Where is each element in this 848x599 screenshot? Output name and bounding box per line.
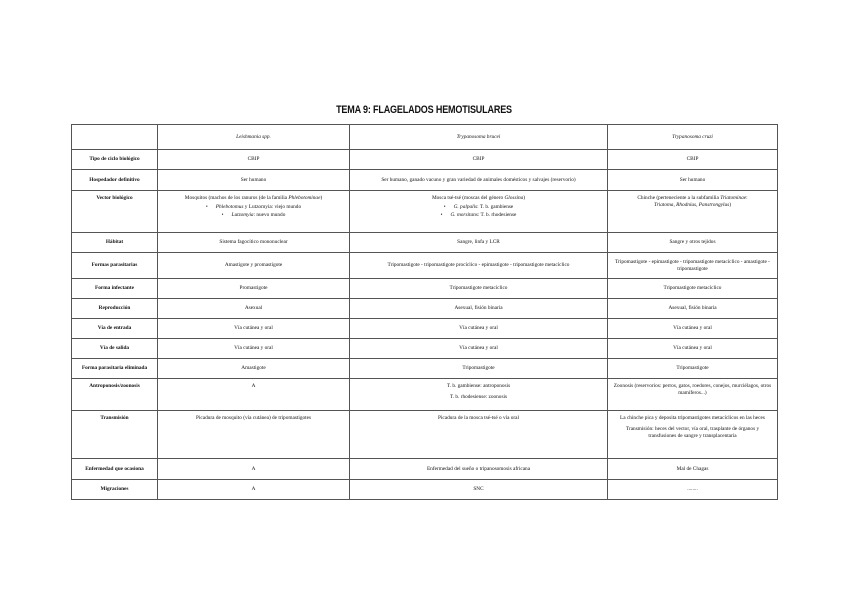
row-label: Tipo de ciclo biológico <box>72 150 158 170</box>
table-cell: Zoonosis (reservorios: perros, gatos, roedores, conejos, murciélagos, otros mamíferos...) <box>608 379 778 411</box>
vector-list <box>354 204 603 219</box>
row-label: Vía de salida <box>72 339 158 359</box>
table-row <box>72 253 778 279</box>
row-label: Hábitat <box>72 233 158 253</box>
vector-genera: Triatoma, Rhodnius, Panstrongylus) <box>654 202 731 208</box>
table-cell: CBIP <box>158 150 350 170</box>
parasite-comparison-table <box>71 124 778 500</box>
header-leishmania: Leishmania spp. <box>158 125 350 150</box>
table-cell: Vía cutánea y oral <box>608 339 778 359</box>
vector-intro: Mosquitos (machos de los ranuros (de la familia Phlebotominae) <box>184 195 323 201</box>
table-cell: Sangre, linfa y LCR <box>350 233 608 253</box>
table-cell: CBIP <box>608 150 778 170</box>
row-label: Enfermedad que ocasiona <box>72 459 158 480</box>
table-cell: Picadura de mosquito (vía cutánea) de tripomastigotes <box>158 411 350 459</box>
header-cell-empty <box>72 125 158 150</box>
vector-intro: Mosca tsé-tsé (moscas del género Glossina) <box>431 195 526 201</box>
table-cell: Picadura de la mosca tsé-tsé o vía oral <box>350 411 608 459</box>
list-item: • G. morsitans: T. b. rhodesiense <box>354 212 603 219</box>
table-row <box>72 319 778 339</box>
vector-cell-brucei <box>350 191 608 233</box>
list-item: • Phlebotomus y Lutzomyia: viejo mundo <box>162 204 345 211</box>
table-cell: Amastigote y promastigote <box>158 253 350 279</box>
table-cell: Amastigote <box>158 359 350 379</box>
row-label: Hospedador definitivo <box>72 170 158 191</box>
table-cell: Asexual <box>158 299 350 319</box>
table-row <box>72 233 778 253</box>
vector-cell-leishmania <box>158 191 350 233</box>
table-cell: T. b. gambiense: antroponosis T. b. rhodesiense: zoonosis <box>350 379 608 411</box>
table-cell: A <box>158 480 350 500</box>
table-cell: A <box>158 379 350 411</box>
row-label: Forma parasitaria eliminada <box>72 359 158 379</box>
table-cell: Ser humano, ganado vacuno y gran variedad de animales domésticos y salvajes (reservorio) <box>350 170 608 191</box>
row-label: Vector biológico <box>72 191 158 233</box>
table-cell: Sangre y otros tejidos <box>608 233 778 253</box>
vector-intro: Chinche (perteneciente a la subfamilia Triatominae: <box>637 195 748 201</box>
table-cell: Tripomastigote <box>608 359 778 379</box>
table-cell: SNC <box>350 480 608 500</box>
vector-list <box>162 204 345 219</box>
table-cell: Vía cutánea y oral <box>158 339 350 359</box>
table-cell: Ser humano <box>608 170 778 191</box>
table-cell: ........ <box>608 480 778 500</box>
header-trypanosoma-brucei: Trypanosoma brucei <box>350 125 608 150</box>
table-cell: Vía cutánea y oral <box>350 339 608 359</box>
vector-cell-cruzi <box>608 191 778 233</box>
table-cell: Ser humano <box>158 170 350 191</box>
table-row <box>72 170 778 191</box>
table-cell: Mal de Chagas <box>608 459 778 480</box>
table-cell: Asexual, fisión binaria <box>608 299 778 319</box>
header-trypanosoma-cruzi: Trypanosoma cruzi <box>608 125 778 150</box>
table-row <box>72 339 778 359</box>
table-cell: La chinche pica y deposita tripomastigotes metacíclicos en las heces Transmisión: heces del vector, vía oral, trasplante de órganos y transfusiones de sangre y transplacentaria <box>608 411 778 459</box>
page-title: TEMA 9: FLAGELADOS HEMOTISULARES <box>336 104 512 116</box>
table-cell: Enfermedad del sueño o tripanosomosis africana <box>350 459 608 480</box>
table-row <box>72 150 778 170</box>
table-cell: CBIP <box>350 150 608 170</box>
table-header-row <box>72 125 778 150</box>
table-cell: Vía cutánea y oral <box>158 319 350 339</box>
table-row <box>72 411 778 459</box>
table-cell: Tripomastigote metacíclico <box>608 279 778 299</box>
row-label: Reproducción <box>72 299 158 319</box>
table-row <box>72 379 778 411</box>
table-cell: A <box>158 459 350 480</box>
row-label: Formas parasitarias <box>72 253 158 279</box>
table-cell: Vía cutánea y oral <box>350 319 608 339</box>
row-label: Migraciones <box>72 480 158 500</box>
table-row <box>72 279 778 299</box>
table-cell: Tripomastigote - tripomastigote procíclico - epimastigote - tripomastigote metacíclico <box>350 253 608 279</box>
table-cell: Tripomastigote <box>350 359 608 379</box>
row-label: Vía de entrada <box>72 319 158 339</box>
table-row <box>72 480 778 500</box>
row-label: Transmisión <box>72 411 158 459</box>
table-row <box>72 459 778 480</box>
table-cell: Promastigote <box>158 279 350 299</box>
table-row <box>72 299 778 319</box>
table-cell: Tripomastigote - epimastigote - tripomastigote metacíclico - amastigote - tripomastigote <box>608 253 778 279</box>
row-label: Forma infectante <box>72 279 158 299</box>
table-cell: Asexual, fisión binaria <box>350 299 608 319</box>
table-row <box>72 191 778 233</box>
table-cell: Sistema fagocítico mononuclear <box>158 233 350 253</box>
table-cell: Vía cutánea y oral <box>608 319 778 339</box>
list-item: • G. palpalis: T. b. gambiense <box>354 204 603 211</box>
row-label: Antroponosis/zoonosis <box>72 379 158 411</box>
list-item: • Lutzomyia: nuevo mundo <box>162 212 345 219</box>
table-row <box>72 359 778 379</box>
table-cell: Tripomastigote metacíclico <box>350 279 608 299</box>
